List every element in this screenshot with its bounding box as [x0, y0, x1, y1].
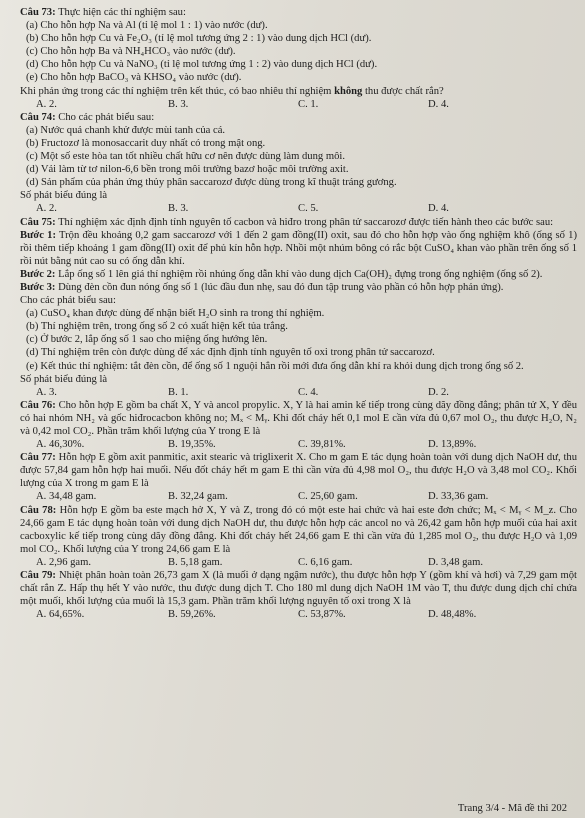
- option-a: A. 3.: [36, 386, 57, 398]
- question-stem: Thí nghiệm xác định định tính nguyên tố cacbon và hiđro trong phân tử saccarozơ được tiến hành theo các bước sau:: [58, 216, 554, 228]
- answer-options: [36, 608, 577, 621]
- answer-options: [36, 556, 577, 569]
- option-a: A. 34,48 gam.: [36, 491, 97, 503]
- question-75: [20, 216, 577, 399]
- option-d: D. 2.: [428, 386, 449, 398]
- question-number: Câu 77:: [20, 452, 56, 464]
- option-c: C. 53,87%.: [298, 609, 346, 621]
- option-a: A. 2,96 gam.: [36, 556, 92, 568]
- statement: (c) Một số este hòa tan tốt nhiều chất hữu cơ nên được dùng làm dung môi.: [26, 151, 345, 163]
- option-c: C. 25,60 gam.: [298, 491, 358, 503]
- question-number: Câu 78:: [20, 504, 57, 516]
- option-a: A. 46,30%.: [36, 439, 85, 451]
- question-79: [20, 569, 577, 621]
- question-stem: Cho hỗn hợp E gồm ba chất X, Y và ancol propylic. X, Y là hai amin kế tiếp trong cùng dãy đồng đẳng; phân tử X, Y đều có hai nhóm NH₂ và gốc hiđrocacbon không no; Mₓ < Mᵧ. Khi đốt cháy hết 0,1 mol E cần vừa đủ 0,67 mol O₂, thu được H₂O, N₂ và 0,42 mol CO₂. Phần trăm khối lượng của Y trong E là: [20, 399, 577, 437]
- question-prompt: Số phát biểu đúng là: [20, 373, 108, 385]
- option-a: A. 64,65%.: [36, 609, 85, 621]
- option-b: B. 1.: [168, 386, 189, 398]
- statement: (b) Cho hỗn hợp Cu và Fe₂O₃ (tỉ lệ mol tương ứng 2 : 1) vào dung dịch HCl (dư).: [26, 33, 372, 45]
- option-b: B. 32,24 gam.: [168, 491, 228, 503]
- question-stem: Nhiệt phân hoàn toàn 26,73 gam X (là muối ở dạng ngậm nước), thu được hỗn hợp Y (gồm khí và hơi) và 7,29 gam một chất rắn Z. Hấp thụ hết Y vào nước, thu được dung dịch T. Cho 180 ml dung dịch NaOH 1M vào T, thu được dung dịch chỉ chứa một muối, khối lượng của muối là 15,3 gam. Phần trăm khối lượng nguyên tố oxi trong X là: [20, 570, 577, 608]
- option-d: D. 4.: [428, 203, 449, 215]
- question-78: [20, 504, 577, 569]
- question-stem: Hỗn hợp E gồm axit panmitic, axit stearic và triglixerit X. Cho m gam E tác dụng hoàn toàn với dung dịch NaOH dư, thu được 57,84 gam hỗn hợp hai muối. Nếu đốt cháy hết m gam E thì cần vừa đủ 4,98 mol O₂, thu được H₂O và 3,48 mol CO₂. Khối lượng của X trong m gam E là: [20, 452, 577, 490]
- question-stem-2: Cho các phát biểu sau:: [20, 295, 116, 307]
- question-number: Câu 75:: [20, 216, 56, 228]
- option-c: C. 4.: [298, 386, 319, 398]
- question-74: [20, 111, 577, 216]
- answer-options: [36, 438, 577, 451]
- question-stem: Hỗn hợp E gồm ba este mạch hở X, Y và Z, trong đó có một este hai chức và hai este đơn chức; Mₓ < Mᵧ < M_z. Cho 24,66 gam E tác dụng hoàn toàn với dung dịch NaOH dư, thu được hỗn hợp các ancol no và 26,42 gam hỗn hợp muối của hai axit cacboxylic kế tiếp trong cùng dãy đồng đẳng. Khi đốt cháy hết 24,66 gam E thì cần vừa đủ 1,285 mol O₂, thu được H₂O và 1,09 mol CO₂. Khối lượng của Y trong 24,66 gam E là: [20, 504, 577, 555]
- option-b: B. 3.: [168, 98, 189, 110]
- statement: (d) Cho hỗn hợp Cu và NaNO₃ (tỉ lệ mol tương ứng 1 : 2) vào dung dịch HCl (dư).: [26, 59, 378, 71]
- procedure-step: Bước 2: Lắp ống số 1 lên giá thí nghiệm rồi nhúng ống dẫn khí vào dung dịch Ca(OH)₂ đựng trong ống nghiệm (ống số 2).: [20, 268, 543, 280]
- procedure-step: Bước 1: Trộn đều khoảng 0,2 gam saccarozơ với 1 đến 2 gam đồng(II) oxit, sau đó cho hỗn hợp vào ống nghiệm khô (ống số 1) rồi thêm tiếp khoảng 1 gam đồng(II) oxit để phủ kín hỗn hợp. Nhồi một nhúm bông có rắc bột CuSO₄ khan vào phần trên ống số 1 rồi nút bằng nút cao su có ống dẫn khí.: [20, 229, 577, 267]
- question-stem: Cho các phát biểu sau:: [58, 111, 155, 123]
- option-d: D. 13,89%.: [428, 439, 477, 451]
- question-number: Câu 79:: [20, 570, 56, 582]
- question-stem: Thực hiện các thí nghiệm sau:: [58, 7, 186, 18]
- statement: (e) Kết thúc thí nghiệm: tắt đèn cồn, để ống số 1 nguội hẳn rồi mới đưa ống dẫn khí ra khỏi dung dịch trong ống số 2.: [26, 360, 524, 372]
- answer-options: [36, 98, 577, 111]
- question-number: Câu 76:: [20, 399, 56, 411]
- option-b: B. 3.: [168, 203, 189, 215]
- statement: (d) Thí nghiệm trên còn được dùng để xác định định tính nguyên tố oxi trong phân tử saccarozơ.: [26, 347, 435, 359]
- answer-options: [36, 202, 577, 215]
- page-footer: Trang 3/4 - Mã đề thi 202: [457, 802, 567, 814]
- statement: (d) Sản phẩm của phản ứng thủy phân saccarozơ được dùng trong kĩ thuật tráng gương.: [26, 177, 397, 189]
- option-c: C. 6,16 gam.: [298, 556, 353, 568]
- statement: (c) Cho hỗn hợp Ba và NH₄HCO₃ vào nước (dư).: [26, 46, 236, 58]
- option-b: B. 5,18 gam.: [168, 556, 223, 568]
- option-d: D. 48,48%.: [428, 609, 477, 621]
- question-number: Câu 73:: [20, 7, 56, 18]
- question-77: [20, 451, 577, 503]
- statement: (a) Cho hỗn hợp Na và Al (tỉ lệ mol 1 : 1) vào nước (dư).: [26, 20, 268, 32]
- option-c: C. 39,81%.: [298, 439, 346, 451]
- statement: (a) CuSO₄ khan được dùng để nhận biết H₂O sinh ra trong thí nghiệm.: [26, 308, 325, 320]
- question-73: [20, 6, 577, 111]
- statement: (c) Ở bước 2, lắp ống số 1 sao cho miệng ống hướng lên.: [26, 334, 268, 346]
- option-a: A. 2.: [36, 98, 57, 110]
- procedure-step: Bước 3: Dùng đèn cồn đun nóng ống số 1 (lúc đầu đun nhẹ, sau đó đun tập trung vào phần có hỗn hợp phản ứng).: [20, 281, 504, 293]
- answer-options: [36, 490, 577, 503]
- question-prompt: Số phát biểu đúng là: [20, 190, 108, 202]
- question-76: [20, 399, 577, 451]
- statement: (d) Vải làm từ tơ nilon-6,6 bền trong môi trường bazơ hoặc môi trường axit.: [26, 164, 349, 176]
- option-b: B. 59,26%.: [168, 609, 216, 621]
- statement: (e) Cho hỗn hợp BaCO₃ và KHSO₄ vào nước (dư).: [26, 72, 242, 84]
- option-a: A. 2.: [36, 203, 57, 215]
- statement: (b) Fructozơ là monosaccarit duy nhất có trong mật ong.: [26, 137, 266, 149]
- question-prompt: Khi phản ứng trong các thí nghiệm trên kết thúc, có bao nhiêu thí nghiệm không thu được chất rắn?: [20, 85, 444, 97]
- statement: (b) Thí nghiệm trên, trong ống số 2 có xuất hiện kết tủa trắng.: [26, 321, 288, 333]
- option-d: D. 4.: [428, 98, 449, 110]
- question-number: Câu 74:: [20, 111, 56, 123]
- option-c: C. 1.: [298, 98, 319, 110]
- option-c: C. 5.: [298, 203, 319, 215]
- statement: (a) Nước quả chanh khử được mùi tanh của cá.: [26, 124, 226, 136]
- option-d: D. 3,48 gam.: [428, 556, 484, 568]
- answer-options: [36, 386, 577, 399]
- option-b: B. 19,35%.: [168, 439, 216, 451]
- option-d: D. 33,36 gam.: [428, 491, 489, 503]
